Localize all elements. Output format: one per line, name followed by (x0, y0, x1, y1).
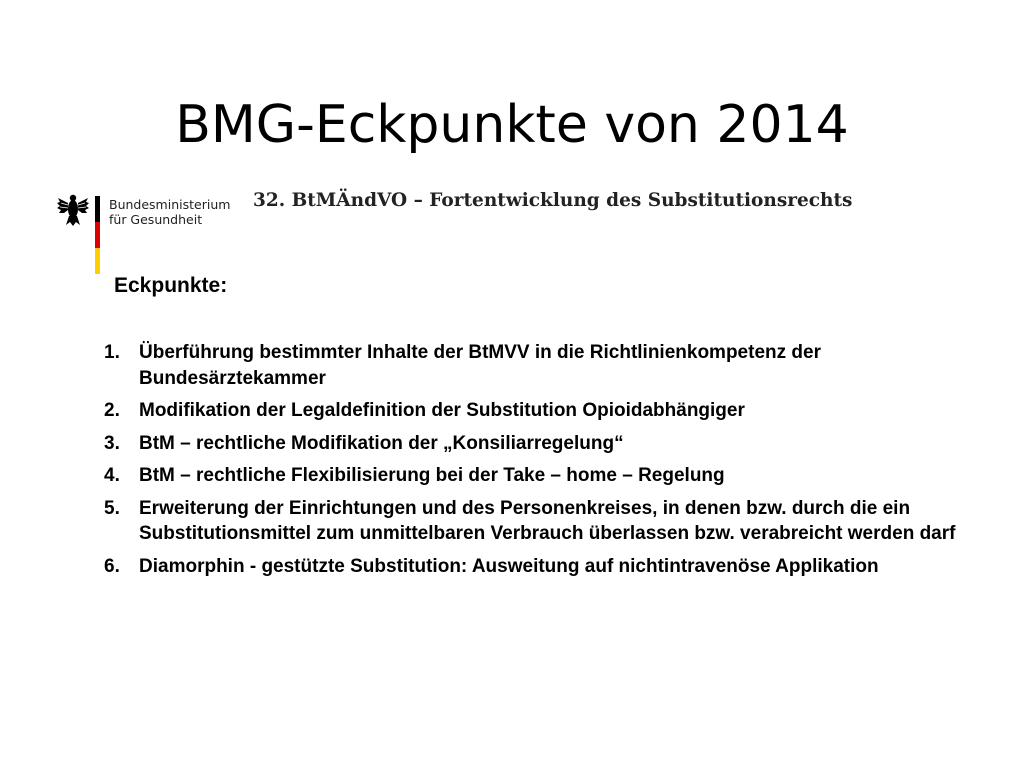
list-item-number: 4. (104, 465, 120, 486)
list-item (104, 463, 964, 489)
flag-stripe-gold (95, 248, 100, 274)
ministry-name-line1: Bundesministerium (109, 197, 231, 212)
ministry-name-line2: für Gesundheit (109, 212, 203, 227)
list-item-number: 3. (104, 432, 120, 454)
german-flag-bar (95, 196, 100, 274)
list-item (104, 431, 964, 457)
slide-title: BMG-Eckpunkte von 2014 (175, 94, 849, 155)
document-header-title: 32. BtMÄndVO – Fortentwicklung des Substitutionsrechts (253, 190, 853, 211)
list-item-text: Diamorphin - gestützte Substitution: Ausweitung auf nichtintravenöse Applikation (139, 555, 879, 577)
list-item-text: BtM – rechtliche Modifikation der „Konsiliarregelung“ (139, 432, 624, 454)
list-item-text: Modifikation der Legaldefinition der Substitution Opioidabhängiger (139, 400, 745, 421)
list-item-number: 2. (104, 400, 120, 421)
flag-stripe-black (95, 196, 100, 222)
list-item (104, 398, 964, 424)
key-points-list (104, 340, 964, 586)
list-item-number: 1. (104, 342, 120, 363)
list-item-text: Erweiterung der Einrichtungen und des Personenkreises, in denen bzw. durch die ein Substitutionsmittel zum unmittelbaren Verbrauch überlassen bzw. verabreicht werden darf (139, 497, 956, 544)
flag-stripe-red (95, 222, 100, 248)
list-item (104, 340, 964, 391)
list-item-number: 5. (104, 497, 120, 519)
list-item (104, 496, 964, 547)
section-heading: Eckpunkte: (114, 274, 228, 297)
list-item-text: Überführung bestimmter Inhalte der BtMVV in die Richtlinienkompetenz der Bundesärztekammer (139, 342, 821, 389)
federal-eagle-icon (56, 192, 90, 228)
list-item-number: 6. (104, 555, 120, 577)
list-item (104, 554, 964, 580)
embedded-document-image (56, 182, 956, 642)
list-item-text: BtM – rechtliche Flexibilisierung bei der Take – home – Regelung (139, 465, 725, 486)
